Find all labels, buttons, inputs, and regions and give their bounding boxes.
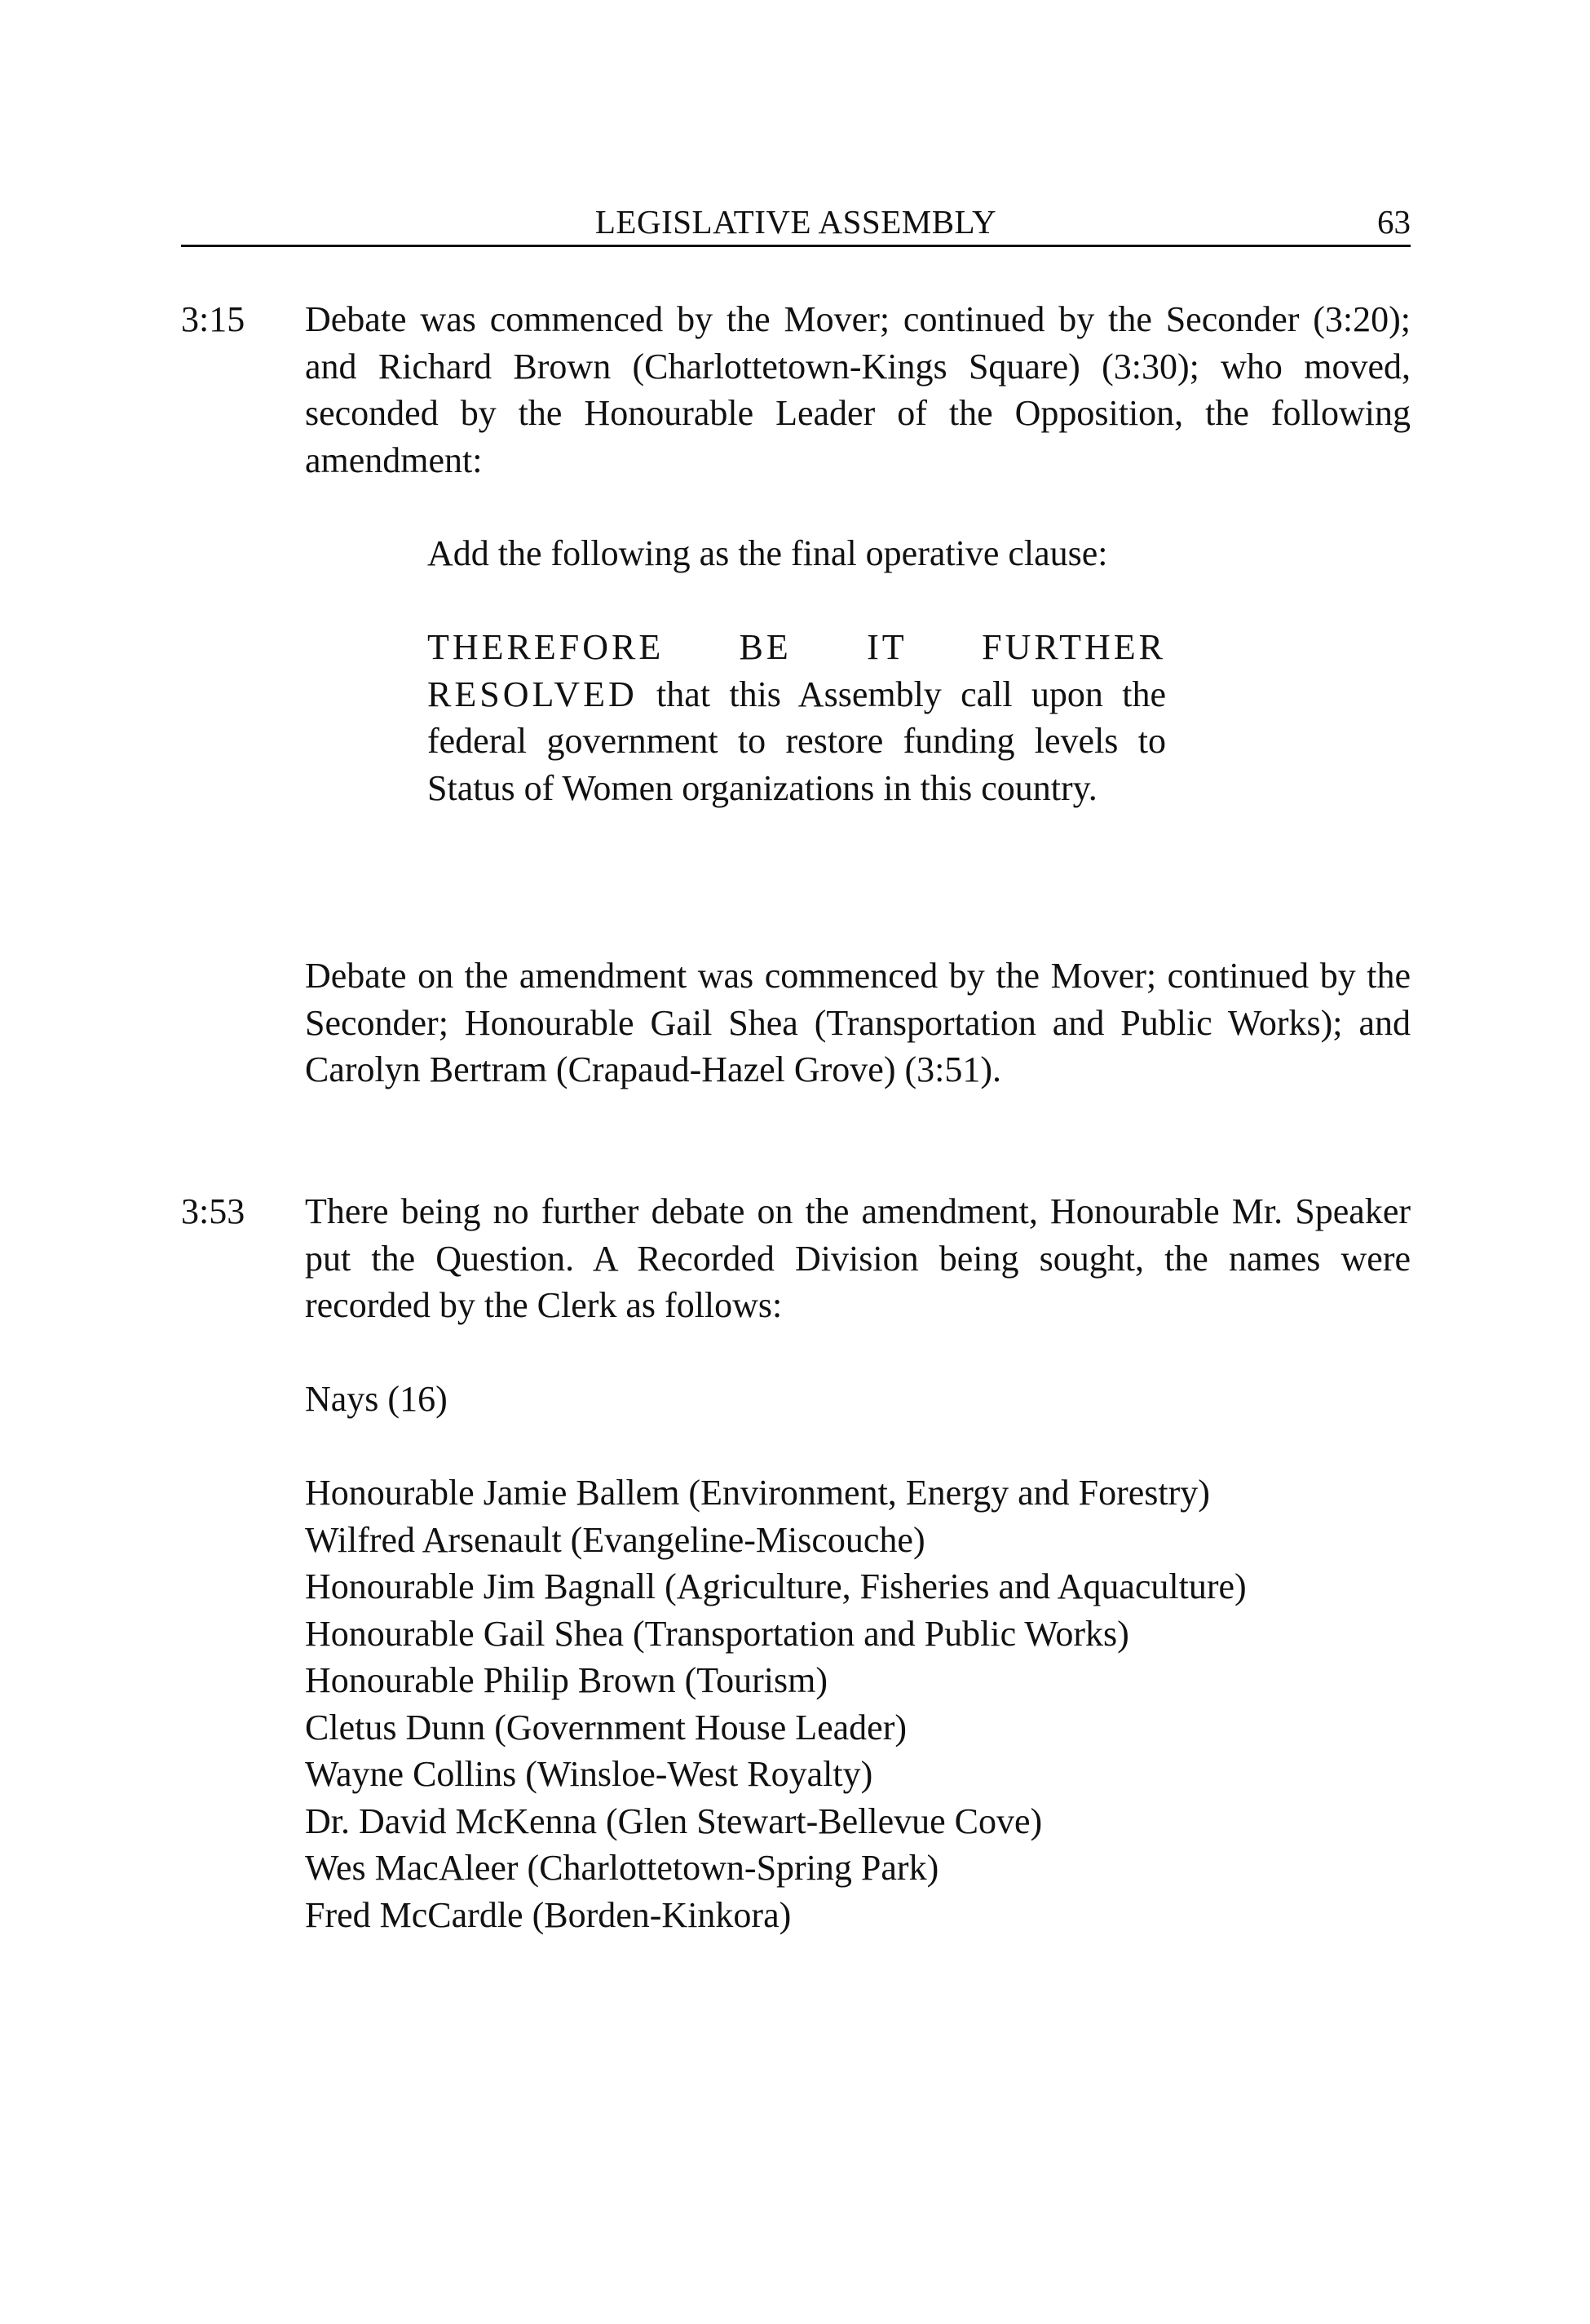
header-title: LEGISLATIVE ASSEMBLY bbox=[594, 203, 997, 241]
entry-body bbox=[305, 296, 1411, 484]
page-number: 63 bbox=[1377, 203, 1411, 241]
debate-paragraph: Debate on the amendment was commenced by the Mover; continued by the Seconder; Honourable Gail Shea (Transportation and Public Works); and Carolyn Bertram (Crapaud-Hazel Grove) (3:51). bbox=[305, 956, 1411, 1089]
entry-time: 3:53 bbox=[181, 1191, 245, 1231]
entry-body bbox=[305, 1188, 1411, 1329]
amendment-block bbox=[427, 530, 1166, 811]
list-item: Honourable Gail Shea (Transportation and Public Works) bbox=[305, 1613, 1129, 1654]
amendment-resolved-text: that this Assembly call upon the federal government to restore funding levels to Status of Women organizations in this country. bbox=[427, 674, 1166, 808]
list-item: Fred McCardle (Borden-Kinkora) bbox=[305, 1894, 792, 1935]
nays-heading-wrap bbox=[305, 1376, 1411, 1423]
list-item: Wes MacAleer (Charlottetown-Spring Park) bbox=[305, 1848, 939, 1888]
list-item: Honourable Jim Bagnall (Agriculture, Fisheries and Aquaculture) bbox=[305, 1566, 1247, 1606]
list-item: Wilfred Arsenault (Evangeline-Miscouche) bbox=[305, 1519, 925, 1560]
list-item: Wayne Collins (Winsloe-West Royalty) bbox=[305, 1754, 873, 1794]
nays-list bbox=[305, 1469, 1411, 1938]
amendment-intro: Add the following as the final operative clause: bbox=[427, 533, 1108, 573]
list-item: Honourable Philip Brown (Tourism) bbox=[305, 1660, 828, 1700]
amendment-text bbox=[427, 624, 1166, 811]
entry-time: 3:15 bbox=[181, 299, 245, 339]
entry-paragraph: There being no further debate on the amendment, Honourable Mr. Speaker put the Question. A Recorded Division being sought, the names were recorded by the Clerk as follows: bbox=[305, 1191, 1411, 1325]
nays-heading: Nays (16) bbox=[305, 1379, 448, 1419]
amendment-debate bbox=[305, 952, 1411, 1094]
amendment-resolved-caps: THEREFORE BE IT FURTHER RESOLVED bbox=[427, 627, 1166, 714]
list-item: Cletus Dunn (Government House Leader) bbox=[305, 1707, 908, 1747]
list-item: Honourable Jamie Ballem (Environment, Energy and Forestry) bbox=[305, 1473, 1210, 1513]
page-header bbox=[181, 196, 1411, 247]
entry-paragraph: Debate was commenced by the Mover; continued by the Seconder (3:20); and Richard Brown (Charlottetown-Kings Square) (3:30); who moved, seconded by the Honourable Leader of the Opposition, the following amendment: bbox=[305, 299, 1411, 480]
list-item: Dr. David McKenna (Glen Stewart-Bellevue Cove) bbox=[305, 1800, 1043, 1841]
